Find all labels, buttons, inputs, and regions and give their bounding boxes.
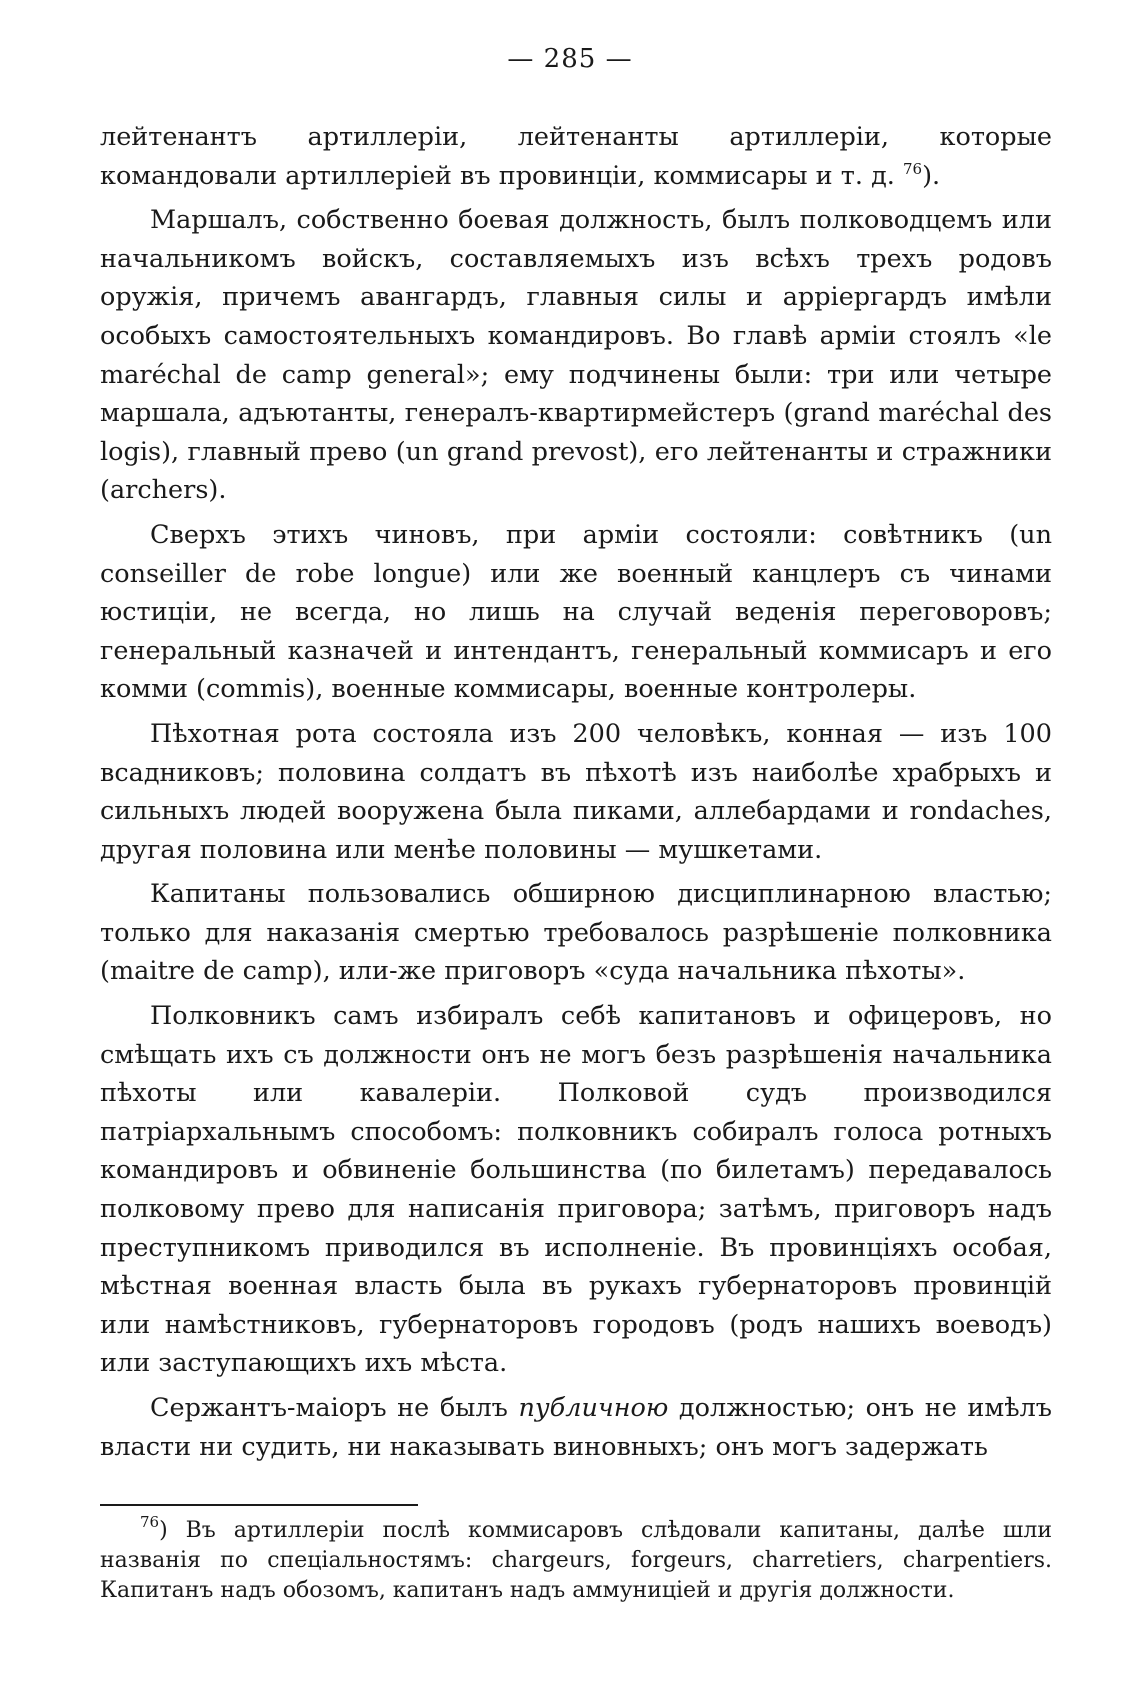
footnote-reference[interactable]: 76 bbox=[903, 159, 923, 178]
paragraph-text: Сержантъ-маіоръ не былъ bbox=[150, 1393, 519, 1423]
paragraph-3: Сверхъ этихъ чиновъ, при арміи состояли: совѣтникъ (un conseiller de robe longue) или же военный канцлеръ съ чинами юстиціи, не всегда, но лишь на случай веденія переговоровъ; генеральный казначей и интендантъ, генеральный коммисаръ и его комми (commis), военные коммисары, военные контролеры. bbox=[100, 519, 1052, 705]
footnote-number: 76 bbox=[140, 1513, 160, 1531]
paragraph-4: Пѣхотная рота состояла изъ 200 человѣкъ, конная — изъ 100 всадниковъ; половина солдатъ въ пѣхотѣ изъ наиболѣе храбрыхъ и сильныхъ людей вооружена была пиками, аллебардами и rondaches, другая половина или менѣе половины — мушкетами. bbox=[100, 718, 1052, 865]
footnote-divider bbox=[100, 1504, 418, 1506]
paragraph-tail: ). bbox=[922, 160, 941, 191]
paragraph-text: лейтенантъ артиллеріи, лейтенанты артиллеріи, которые командовали артиллеріей въ провинціи, коммисары и т. д. bbox=[100, 122, 1052, 191]
paragraph-6: Полковникъ самъ избиралъ себѣ капитановъ и офицеровъ, но смѣщать ихъ съ должности онъ не могъ безъ разрѣшенія начальника пѣхоты или кавалеріи. Полковой судъ производился патріархальнымъ способомъ: полковникъ собиралъ голоса ротныхъ командировъ и обвиненіе большинства (по билетамъ) передавалось полковому прево для написанія приговора; затѣмъ, приговоръ надъ преступникомъ приводился въ исполненіе. Въ провинціяхъ особая, мѣстная военная власть была въ рукахъ губернаторовъ провинцій или намѣстниковъ, губернаторовъ городовъ (родъ нашихъ воеводъ) или заступающихъ ихъ мѣста. bbox=[100, 1001, 1052, 1379]
main-text bbox=[100, 118, 1052, 1472]
emphasized-word: публичною bbox=[518, 1393, 669, 1423]
paragraph-2: Маршалъ, собственно боевая должность, былъ полководцемъ или начальникомъ войскъ, составляемыхъ изъ всѣхъ трехъ родовъ оружія, причемъ авангардъ, главныя силы и арріергардъ имѣли особыхъ самостоятельныхъ командировъ. Во главѣ арміи стоялъ «le maréchal de camp general»; ему подчинены были: три или четыре маршала, адъютанты, генералъ-квартирмейстеръ (grand maréchal des logis), главный прево (un grand prevost), его лейтенанты и стражники (archers). bbox=[100, 205, 1052, 506]
paragraph-1 bbox=[100, 118, 1052, 195]
paragraph-text: должностью; онъ не имѣлъ власти ни судить, ни наказывать виновныхъ; онъ могъ задержать bbox=[100, 1393, 1052, 1462]
footnote bbox=[100, 1513, 1052, 1606]
page-number: — 285 — bbox=[507, 44, 633, 74]
paragraph-5: Капитаны пользовались обширною дисциплинарною властью; только для наказанія смертью требовалось разрѣшеніе полковника (maitre de camp), или-же приговоръ «суда начальника пѣхоты». bbox=[100, 879, 1052, 987]
footnote-text: ) Въ артиллеріи послѣ коммисаровъ слѣдовали капитаны, далѣе шли названія по спеціальностямъ: chargeurs, forgeurs, charretiers, charpentiers. Капитанъ надъ обозомъ, капитанъ надъ аммуниціей и другія должности. bbox=[100, 1518, 1052, 1603]
paragraph-7 bbox=[100, 1389, 1052, 1466]
